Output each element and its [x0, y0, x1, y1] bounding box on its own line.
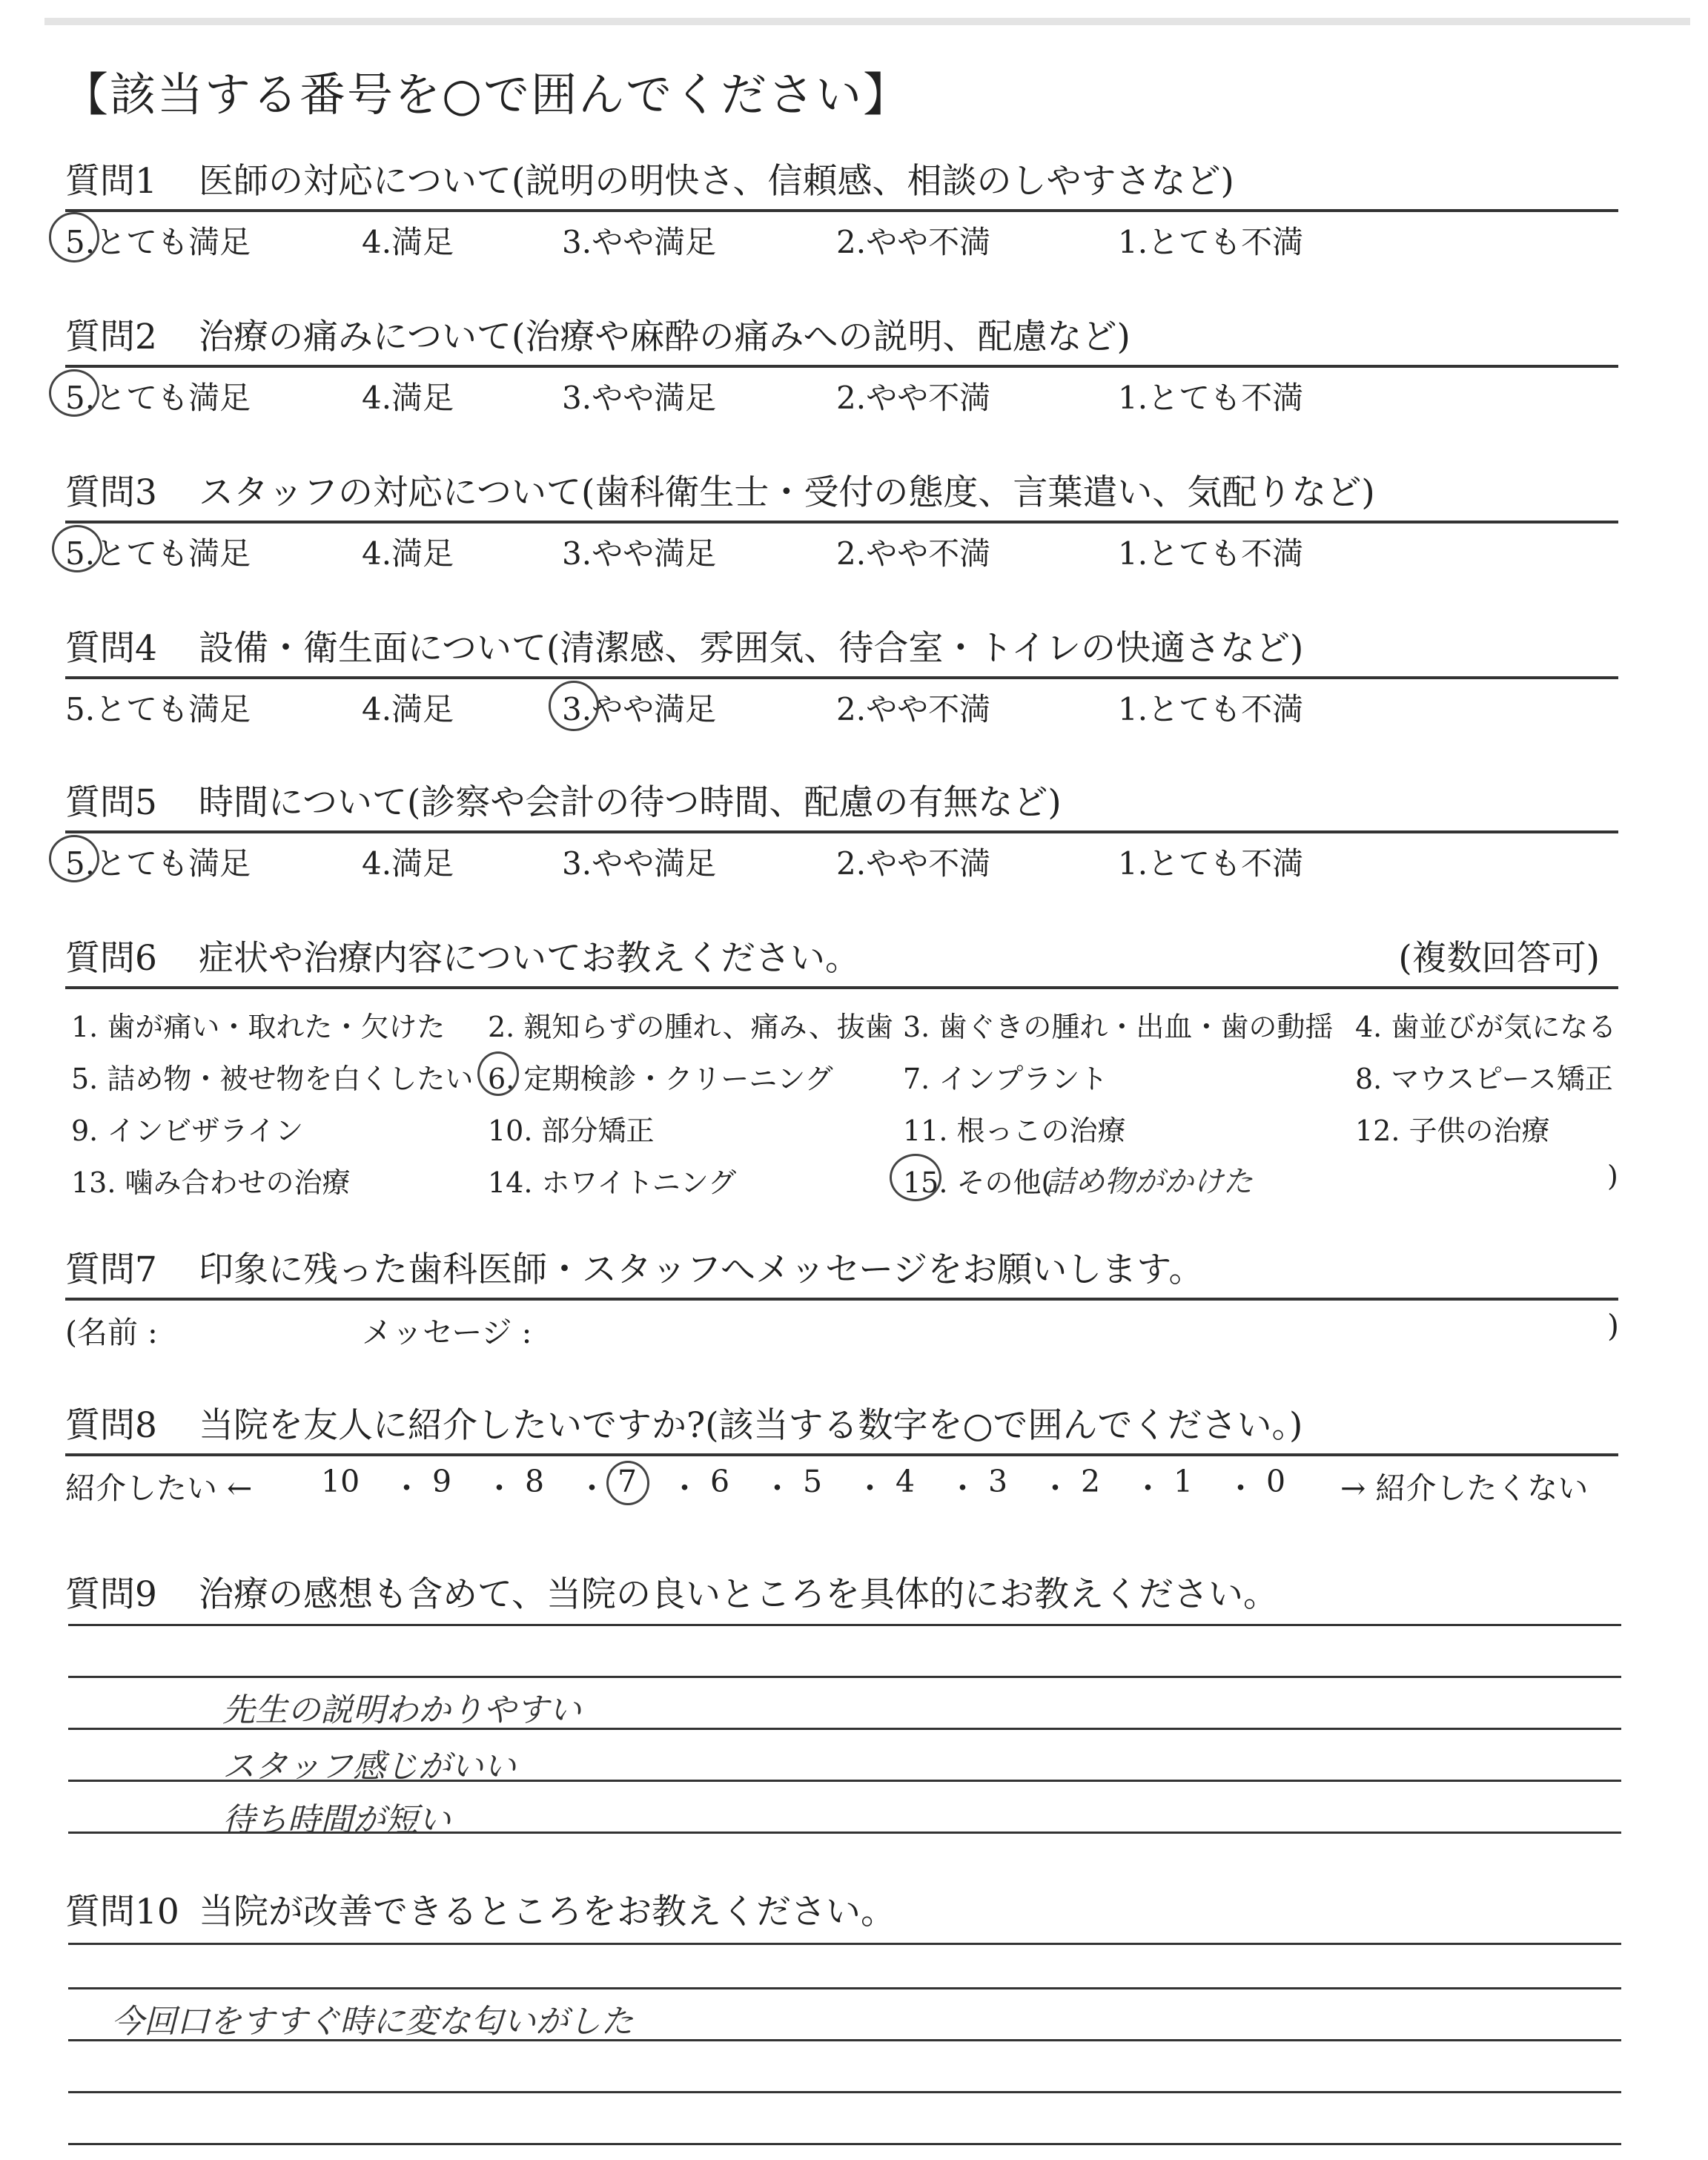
question-text: 医師の対応について(説明の明快さ、信頼感、相談のしやすさなど)	[199, 161, 1234, 202]
rating-options	[65, 368, 1622, 420]
option-1[interactable]: 1.とても不満	[1118, 691, 1304, 727]
treatment-option[interactable]: 1. 歯が痛い・取れた・欠けた	[71, 1011, 446, 1043]
question-text: スタッフの対応について(歯科衛生士・受付の態度、言葉遣い、気配りなど)	[199, 472, 1375, 513]
hand-circle-mark	[52, 525, 102, 572]
question-title	[65, 157, 1622, 206]
option-5[interactable]: 5.とても満足	[65, 380, 251, 416]
question-3	[65, 469, 1622, 575]
question-title	[65, 934, 1622, 983]
scale-value[interactable]: 5	[803, 1464, 823, 1499]
option-4[interactable]: 4.満足	[362, 845, 454, 882]
answer-line	[68, 2091, 1621, 2093]
question-text: 治療の感想も含めて、当院の良いところを具体的にお教えください。	[199, 1574, 1279, 1615]
rating-options	[65, 524, 1622, 575]
question-title	[65, 1246, 1622, 1295]
scale-sep: ・	[1040, 1470, 1070, 1506]
answer-line	[68, 1676, 1621, 1678]
option-3[interactable]: 3.やや満足	[562, 380, 717, 416]
scale-value[interactable]: 8	[525, 1464, 545, 1499]
question-title	[65, 1401, 1622, 1450]
scale-sep: ・	[1133, 1470, 1163, 1506]
option-3[interactable]: 3.やや満足	[562, 535, 717, 572]
scale-value[interactable]: 1	[1174, 1464, 1194, 1499]
option-4[interactable]: 4.満足	[362, 535, 454, 572]
option-3[interactable]: 3.やや満足	[562, 691, 717, 727]
question-6	[65, 934, 1622, 1212]
question-title	[65, 1888, 1622, 1937]
option-1[interactable]: 1.とても不満	[1118, 535, 1304, 572]
question-2	[65, 313, 1622, 420]
scan-top-edge	[44, 18, 1690, 25]
question-text: 治療の痛みについて(治療や麻酔の痛みへの説明、配慮など)	[199, 317, 1131, 357]
answer-line	[68, 1943, 1621, 1945]
option-4[interactable]: 4.満足	[362, 691, 454, 727]
option-5[interactable]: 5.とても満足	[65, 845, 251, 882]
treatment-option[interactable]: 7. インプラント	[903, 1063, 1108, 1095]
name-label: (名前 :	[65, 1315, 158, 1350]
treatment-option[interactable]: 13. 噛み合わせの治療	[71, 1166, 351, 1199]
hand-circle-mark	[49, 212, 99, 262]
handwritten-answer: 今回口をすすぐ時に変な匂いがした	[111, 2003, 634, 2041]
question-number: 質問10	[65, 1892, 179, 1932]
scale-value[interactable]: 7	[618, 1464, 638, 1499]
option-5[interactable]: 5.とても満足	[65, 224, 251, 260]
treatment-option-other[interactable]: 15. その他(	[903, 1166, 1053, 1199]
option-2[interactable]: 2.やや不満	[836, 380, 991, 416]
question-1	[65, 157, 1622, 264]
message-row	[65, 1301, 1622, 1353]
treatment-option[interactable]: 8. マウスピース矯正	[1355, 1063, 1613, 1095]
question-text: 当院が改善できるところをお教えください。	[199, 1892, 896, 1932]
question-text: 当院を友人に紹介したいですか?(該当する数字を○で囲んでください。)	[199, 1405, 1303, 1446]
question-title	[65, 1571, 1622, 1619]
question-number: 質問1	[65, 161, 157, 202]
option-5[interactable]: 5.とても満足	[65, 691, 251, 727]
question-title	[65, 624, 1622, 673]
answer-line	[68, 1624, 1621, 1626]
question-text: 印象に残った歯科医師・スタッフへメッセージをお願いします。	[199, 1249, 1204, 1290]
instruction-header: 【該当する番号を○で囲んでください】	[62, 67, 911, 122]
treatment-options	[65, 989, 1622, 1212]
hand-circle-mark	[49, 369, 99, 417]
scale-sep: ・	[577, 1470, 607, 1506]
hand-circle-mark	[49, 835, 99, 882]
treatment-option[interactable]: 3. 歯ぐきの腫れ・出血・歯の動揺	[903, 1011, 1334, 1043]
close-paren: )	[1607, 1308, 1619, 1344]
treatment-option[interactable]: 4. 歯並びが気になる	[1355, 1011, 1617, 1043]
treatment-option[interactable]: 6. 定期検診・クリーニング	[488, 1063, 833, 1095]
scale-sep: ・	[762, 1470, 792, 1506]
hand-circle-mark	[890, 1154, 941, 1201]
scale-sep: ・	[484, 1470, 514, 1506]
question-title	[65, 779, 1622, 828]
question-number: 質問6	[65, 938, 157, 979]
treatment-option[interactable]: 12. 子供の治療	[1355, 1114, 1550, 1147]
hand-circle-mark	[477, 1051, 519, 1096]
question-9	[65, 1571, 1622, 1619]
option-2[interactable]: 2.やや不満	[836, 845, 991, 882]
option-4[interactable]: 4.満足	[362, 224, 454, 260]
question-number: 質問9	[65, 1574, 157, 1615]
treatment-option[interactable]: 2. 親知らずの腫れ、痛み、抜歯	[488, 1011, 893, 1043]
question-title	[65, 469, 1622, 518]
question-number: 質問3	[65, 472, 157, 513]
rating-options	[65, 833, 1622, 885]
question-number: 質問5	[65, 782, 157, 823]
scale-sep: ・	[947, 1470, 978, 1506]
scale-value[interactable]: 2	[1081, 1464, 1101, 1499]
question-text: 症状や治療内容についてお教えください。	[199, 938, 861, 979]
scale-sep: ・	[855, 1470, 885, 1506]
option-2[interactable]: 2.やや不満	[836, 691, 991, 727]
rating-options	[65, 212, 1622, 264]
treatment-option[interactable]: 9. インビザライン	[71, 1114, 304, 1147]
question-7	[65, 1246, 1622, 1353]
scale-value[interactable]: 3	[988, 1464, 1008, 1499]
option-1[interactable]: 1.とても不満	[1118, 224, 1304, 260]
question-5	[65, 779, 1622, 885]
scale-value[interactable]: 4	[896, 1464, 916, 1499]
other-close-paren: )	[1607, 1160, 1618, 1192]
question-text: 設備・衛生面について(清潔感、雰囲気、待合室・トイレの快適さなど)	[199, 628, 1304, 669]
recommend-right-label: → 紹介したくない	[1340, 1470, 1589, 1506]
option-5[interactable]: 5.とても満足	[65, 535, 251, 572]
answer-line	[68, 2143, 1621, 2145]
question-4	[65, 624, 1622, 731]
option-4[interactable]: 4.満足	[362, 380, 454, 416]
question-10	[65, 1888, 1622, 1937]
recommend-left-label: 紹介したい ←	[65, 1470, 253, 1506]
scale-value[interactable]: 0	[1266, 1464, 1286, 1499]
option-2[interactable]: 2.やや不満	[836, 224, 991, 260]
question-number: 質問4	[65, 628, 157, 669]
option-2[interactable]: 2.やや不満	[836, 535, 991, 572]
multiple-answers-note: (複数回答可)	[1398, 938, 1600, 979]
scale-sep: ・	[669, 1470, 700, 1506]
scale-value[interactable]: 10	[321, 1464, 360, 1499]
hand-circle-mark	[549, 681, 599, 731]
scale-sep: ・	[391, 1470, 422, 1506]
other-handwritten-answer: 詰め物がかけた	[1045, 1165, 1253, 1199]
scale-value[interactable]: 6	[710, 1464, 730, 1499]
treatment-option[interactable]: 10. 部分矯正	[488, 1114, 655, 1147]
handwritten-answer: 先生の説明わかりやすい	[222, 1691, 581, 1729]
question-number: 質問7	[65, 1249, 157, 1290]
question-number: 質問2	[65, 317, 157, 357]
rating-options	[65, 679, 1622, 731]
scale-value[interactable]: 9	[432, 1464, 452, 1499]
question-8	[65, 1401, 1622, 1508]
question-text: 時間について(診察や会計の待つ時間、配慮の有無など)	[199, 782, 1062, 823]
treatment-option[interactable]: 14. ホワイトニング	[488, 1166, 737, 1199]
treatment-option[interactable]: 5. 詰め物・被せ物を白くしたい	[71, 1063, 474, 1095]
option-1[interactable]: 1.とても不満	[1118, 380, 1304, 416]
option-3[interactable]: 3.やや満足	[562, 845, 717, 882]
question-number: 質問8	[65, 1405, 157, 1446]
treatment-option[interactable]: 11. 根っこの治療	[903, 1114, 1126, 1147]
recommend-scale	[65, 1456, 1622, 1508]
answer-line	[68, 1987, 1621, 1989]
scale-sep: ・	[1225, 1470, 1256, 1506]
message-label: メッセージ :	[362, 1315, 532, 1350]
handwritten-answer: 待ち時間が短い	[222, 1801, 451, 1839]
handwritten-answer: スタッフ感じがいい	[222, 1748, 516, 1786]
question-title	[65, 313, 1622, 362]
option-3[interactable]: 3.やや満足	[562, 224, 717, 260]
hand-circle-mark	[606, 1461, 649, 1505]
option-1[interactable]: 1.とても不満	[1118, 845, 1304, 882]
